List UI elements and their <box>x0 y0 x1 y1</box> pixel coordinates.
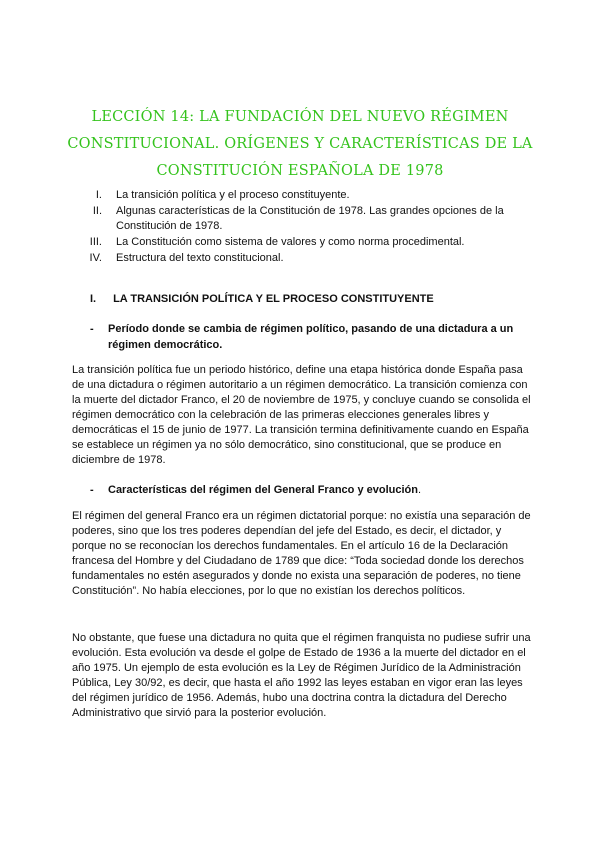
table-of-contents <box>72 188 512 267</box>
toc-item <box>72 188 512 203</box>
bullet-period: . <box>417 484 422 496</box>
paragraph: No obstante, que fuese una dictadura no quita que el régimen franquista no pudiese sufrir una evolución. Esta evolución va desde el golpe de Estado de 1936 a la muerte del dictador en el año 1975. Un ejemplo de esta evolución es la Ley de Régimen Jurídico de la Administración Pública, Ley 30/92, es decir, que hasta el año 1992 las leyes estaban en vigor eran las leyes del régimen jurídico de 1956. Además, hubo una doctrina contra la dictadura del Derecho Administrativo que sirvió para la posterior evolución. <box>72 632 531 719</box>
toc-item <box>72 251 512 266</box>
bullet-text: Período donde se cambia de régimen político, pasando de una dictadura a un régimen democrático. <box>108 323 514 351</box>
section-heading <box>90 293 520 305</box>
toc-item-text: Algunas características de la Constitución de 1978. Las grandes opciones de la Constitución de 1978. <box>116 205 504 232</box>
bullet-dash: - <box>90 484 94 496</box>
paragraph: La transición política fue un periodo histórico, define una etapa histórica donde España pasa de una dictadura o régimen autoritario a un régimen democrático. La transición comienza con la muerte del dictador Franco, el 20 de noviembre de 1975, y concluye cuando se consolida el régimen democrático con la celebración de las primeras elecciones generales libres y democráticas el 15 de junio de 1977. La transición termina definitivamente cuando en España se establece un régimen ya no sólo democrático, sino constitucional, que se produce en diciembre de 1978. <box>72 364 531 466</box>
bullet-item <box>90 321 530 353</box>
lesson-title: LECCIÓN 14: LA FUNDACIÓN DEL NUEVO RÉGIMEN CONSTITUCIONAL. ORÍGENES Y CARACTERÍSTICAS DE LA CONSTITUCIÓN ESPAÑOLA DE 1978 <box>67 109 533 179</box>
paragraph: El régimen del general Franco era un régimen dictatorial porque: no existía una separación de poderes, sino que los tres poderes dependían del jefe del Estado, es decir, el dictador, y porque no se reconocían los derechos fundamentales. En el artículo 16 de la Declaración francesa del Hombre y del Ciudadano de 1789 que dice: “Toda sociedad donde los derechos fundamentales no estén asegurados y donde no exista una separación de poderes, no tiene Constitución”. No había elecciones, por lo que no existían los derechos políticos. <box>72 510 531 597</box>
section-title: LA TRANSICIÓN POLÍTICA Y EL PROCESO CONSTITUYENTE <box>113 293 434 305</box>
toc-item-number: II. <box>92 205 102 217</box>
bullet-dash: - <box>90 323 94 335</box>
toc-item-number: III. <box>89 236 102 248</box>
toc-item-text: Estructura del texto constitucional. <box>116 252 284 264</box>
toc-item-text: La Constitución como sistema de valores y como norma procedimental. <box>116 236 465 248</box>
section-number: I. <box>90 293 97 305</box>
toc-item-text: La transición política y el proceso constituyente. <box>116 189 350 201</box>
bullet-text-wrap <box>108 482 530 498</box>
bullet-item <box>90 482 530 498</box>
toc-item-number: I. <box>95 189 102 201</box>
toc-item-number: IV. <box>89 252 102 264</box>
toc-item <box>72 235 512 250</box>
bullet-text: Características del régimen del General Franco y evolución <box>108 484 418 496</box>
toc-item <box>72 204 512 234</box>
